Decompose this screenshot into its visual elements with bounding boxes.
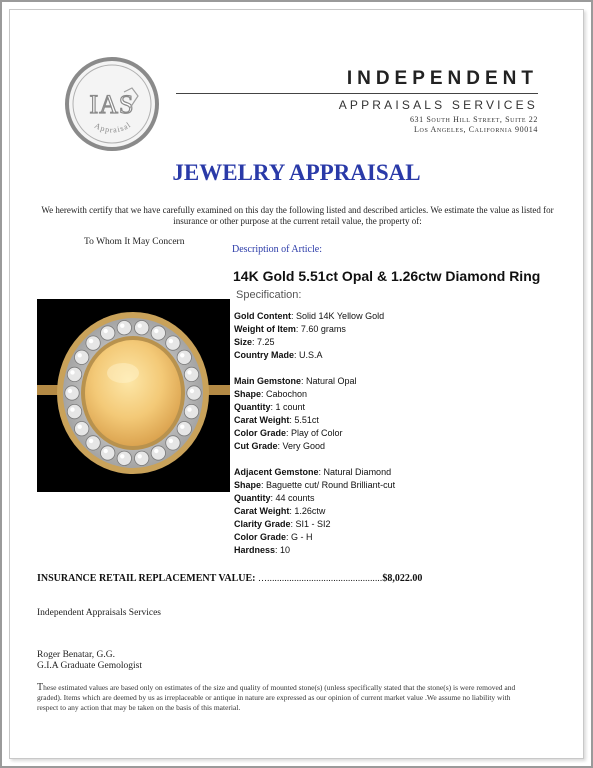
spec-row: [234, 544, 395, 557]
opal-stone: [85, 340, 181, 446]
diamond-stone: [67, 367, 81, 381]
disclaimer-initial: T: [37, 682, 44, 693]
address-line-2: Los Angeles, California 90014: [414, 125, 538, 134]
spec-separator: :: [301, 376, 307, 386]
spec-value: 7.25: [257, 337, 275, 347]
spec-value: 10: [280, 545, 291, 555]
spec-label: Adjacent Gemstone: [234, 467, 319, 477]
spec-label: Clarity Grade: [234, 519, 291, 529]
spec-value: G - H: [291, 532, 313, 542]
signer-name: Roger Benatar, G.G.: [37, 650, 115, 660]
spec-value: Very Good: [282, 441, 326, 451]
spec-row: [234, 401, 395, 414]
specification-label: Specification:: [236, 289, 302, 301]
logo-initials: IAS: [89, 90, 135, 119]
spec-value: U.S.A: [299, 350, 323, 360]
logo-arc-text: Appraisal: [93, 120, 133, 135]
spec-row: [234, 518, 395, 531]
spec-label: Color Grade: [234, 532, 287, 542]
spec-row: [234, 336, 395, 349]
company-subtitle: APPRAISALS SERVICES: [338, 98, 538, 112]
diamond-sparkle: [138, 454, 142, 458]
spec-separator: :: [286, 428, 292, 438]
spec-value: 7.60 grams: [300, 324, 346, 334]
diamond-stone: [166, 436, 180, 450]
diamond-stone: [187, 386, 201, 400]
diamond-sparkle: [89, 439, 93, 443]
signer-block: [37, 650, 142, 672]
diamond-stone: [67, 404, 81, 418]
diamond-stone: [184, 404, 198, 418]
diamond-sparkle: [180, 425, 184, 429]
diamond-stone: [135, 321, 149, 335]
spec-separator: :: [290, 519, 296, 529]
spec-row: [234, 349, 395, 362]
spec-row: [234, 310, 395, 323]
diamond-sparkle: [68, 389, 72, 393]
diamond-stone: [184, 367, 198, 381]
specification-list: [234, 310, 395, 570]
disclaimer-text: hese estimated values are based only on estimates of the size and quality of mounted stone(s) (unless specifically stated that the stone(s) is were removed and graded). Items which are deemed by us as irreplaceable or antique in nature are expressed as our opinion of current market value .We assume no liability with respect to any action that may be taken on the basis of this material.: [37, 683, 516, 712]
spec-row: [234, 323, 395, 336]
diamond-sparkle: [180, 353, 184, 357]
spec-label: Hardness: [234, 545, 276, 555]
item-title: 14K Gold 5.51ct Opal & 1.26ctw Diamond Ring: [233, 268, 541, 284]
spec-value: Play of Color: [291, 428, 343, 438]
diamond-sparkle: [154, 329, 158, 333]
diamond-sparkle: [169, 439, 173, 443]
spec-row: [234, 388, 395, 401]
company-address: [176, 115, 538, 135]
certification-statement: We herewith certify that we have carefully examined on this day the following listed and described articles. We estimate the value as listed for insurance or other purpose at the current retail value, the property of:: [41, 205, 554, 226]
diamond-stone: [177, 422, 191, 436]
diamond-stone: [135, 451, 149, 465]
insurance-leader-dots: …...............................................: [257, 573, 383, 583]
diamond-stone: [117, 321, 131, 335]
spec-label: Main Gemstone: [234, 376, 302, 386]
spec-separator: :: [252, 337, 258, 347]
spec-label: Quantity: [234, 493, 271, 503]
spec-row: [234, 414, 395, 427]
spec-row: [234, 505, 395, 518]
diamond-sparkle: [190, 389, 194, 393]
spec-separator: :: [270, 402, 276, 412]
spec-separator: :: [261, 480, 267, 490]
company-logo: [64, 56, 160, 152]
spec-label: Carat Weight: [234, 415, 290, 425]
spec-row: [234, 466, 395, 479]
diamond-sparkle: [70, 370, 74, 374]
diamond-stone: [75, 350, 89, 364]
spec-group: [234, 466, 395, 557]
diamond-stone: [166, 336, 180, 350]
spec-label: Weight of Item: [234, 324, 296, 334]
spec-label: Quantity: [234, 402, 271, 412]
spec-value: Cabochon: [266, 389, 308, 399]
company-divider: [176, 93, 538, 94]
logo-seal-icon: [64, 56, 160, 152]
diamond-stone: [86, 336, 100, 350]
diamond-sparkle: [120, 454, 124, 458]
company-header: [176, 68, 538, 135]
document-title: JEWELRY APPRAISAL: [172, 160, 421, 185]
diamond-sparkle: [78, 353, 82, 357]
spec-value: Natural Diamond: [323, 467, 392, 477]
spec-label: Size: [234, 337, 253, 347]
spec-row: [234, 479, 395, 492]
diamond-sparkle: [70, 407, 74, 411]
spec-row: [234, 427, 395, 440]
spec-separator: :: [277, 441, 283, 451]
spec-separator: :: [289, 415, 295, 425]
ring-photo: [37, 299, 230, 492]
spec-value: 1.26ctw: [294, 506, 326, 516]
spec-label: Gold Content: [234, 311, 291, 321]
diamond-stone: [75, 422, 89, 436]
insurance-value-line: [37, 573, 422, 584]
description-label: Description of Article:: [232, 244, 322, 255]
spec-label: Carat Weight: [234, 506, 290, 516]
diamond-sparkle: [104, 449, 108, 453]
spec-separator: :: [275, 545, 281, 555]
opal-ring-image: [37, 299, 230, 492]
diamond-sparkle: [154, 449, 158, 453]
spec-label: Color Grade: [234, 428, 287, 438]
diamond-stone: [151, 446, 165, 460]
spec-separator: :: [318, 467, 324, 477]
spec-row: [234, 531, 395, 544]
diamond-sparkle: [89, 339, 93, 343]
diamond-stone: [65, 386, 79, 400]
spec-row: [234, 375, 395, 388]
spec-value: 44 counts: [275, 493, 315, 503]
spec-value: Solid 14K Yellow Gold: [296, 311, 385, 321]
spec-group: [234, 310, 395, 362]
address-line-1: 631 South Hill Street, Suite 22: [409, 115, 538, 124]
diamond-stone: [101, 446, 115, 460]
diamond-sparkle: [187, 370, 191, 374]
spec-row: [234, 492, 395, 505]
spec-separator: :: [289, 506, 295, 516]
signer-title: G.I.A Graduate Gemologist: [37, 661, 143, 671]
recipient: To Whom It May Concern: [84, 237, 185, 247]
spec-label: Cut Grade: [234, 441, 278, 451]
diamond-sparkle: [120, 324, 124, 328]
diamond-stone: [151, 326, 165, 340]
diamond-stone: [177, 350, 191, 364]
spec-separator: :: [294, 350, 300, 360]
spec-label: Shape: [234, 389, 262, 399]
diamond-stone: [117, 451, 131, 465]
disclaimer: [37, 683, 517, 713]
spec-label: Country Made: [234, 350, 295, 360]
spec-row: [234, 440, 395, 453]
diamond-stone: [86, 436, 100, 450]
diamond-sparkle: [187, 407, 191, 411]
spec-value: Baguette cut/ Round Brilliant-cut: [266, 480, 396, 490]
spec-separator: :: [270, 493, 276, 503]
spec-separator: :: [286, 532, 292, 542]
diamond-sparkle: [138, 324, 142, 328]
diamond-sparkle: [104, 329, 108, 333]
diamond-sparkle: [78, 425, 82, 429]
company-name: INDEPENDENT: [346, 68, 538, 89]
issuer-name: Independent Appraisals Services: [37, 608, 161, 618]
insurance-amount: $8,022.00: [382, 573, 423, 584]
spec-group: [234, 375, 395, 453]
insurance-label: INSURANCE RETAIL REPLACEMENT VALUE:: [37, 573, 256, 584]
spec-value: Natural Opal: [306, 376, 357, 386]
spec-separator: :: [295, 324, 301, 334]
diamond-stone: [101, 326, 115, 340]
spec-value: SI1 - SI2: [295, 519, 331, 529]
spec-separator: :: [291, 311, 297, 321]
diamond-sparkle: [169, 339, 173, 343]
spec-value: 1 count: [275, 402, 306, 412]
spec-separator: :: [261, 389, 267, 399]
spec-label: Shape: [234, 480, 262, 490]
spec-value: 5.51ct: [294, 415, 319, 425]
